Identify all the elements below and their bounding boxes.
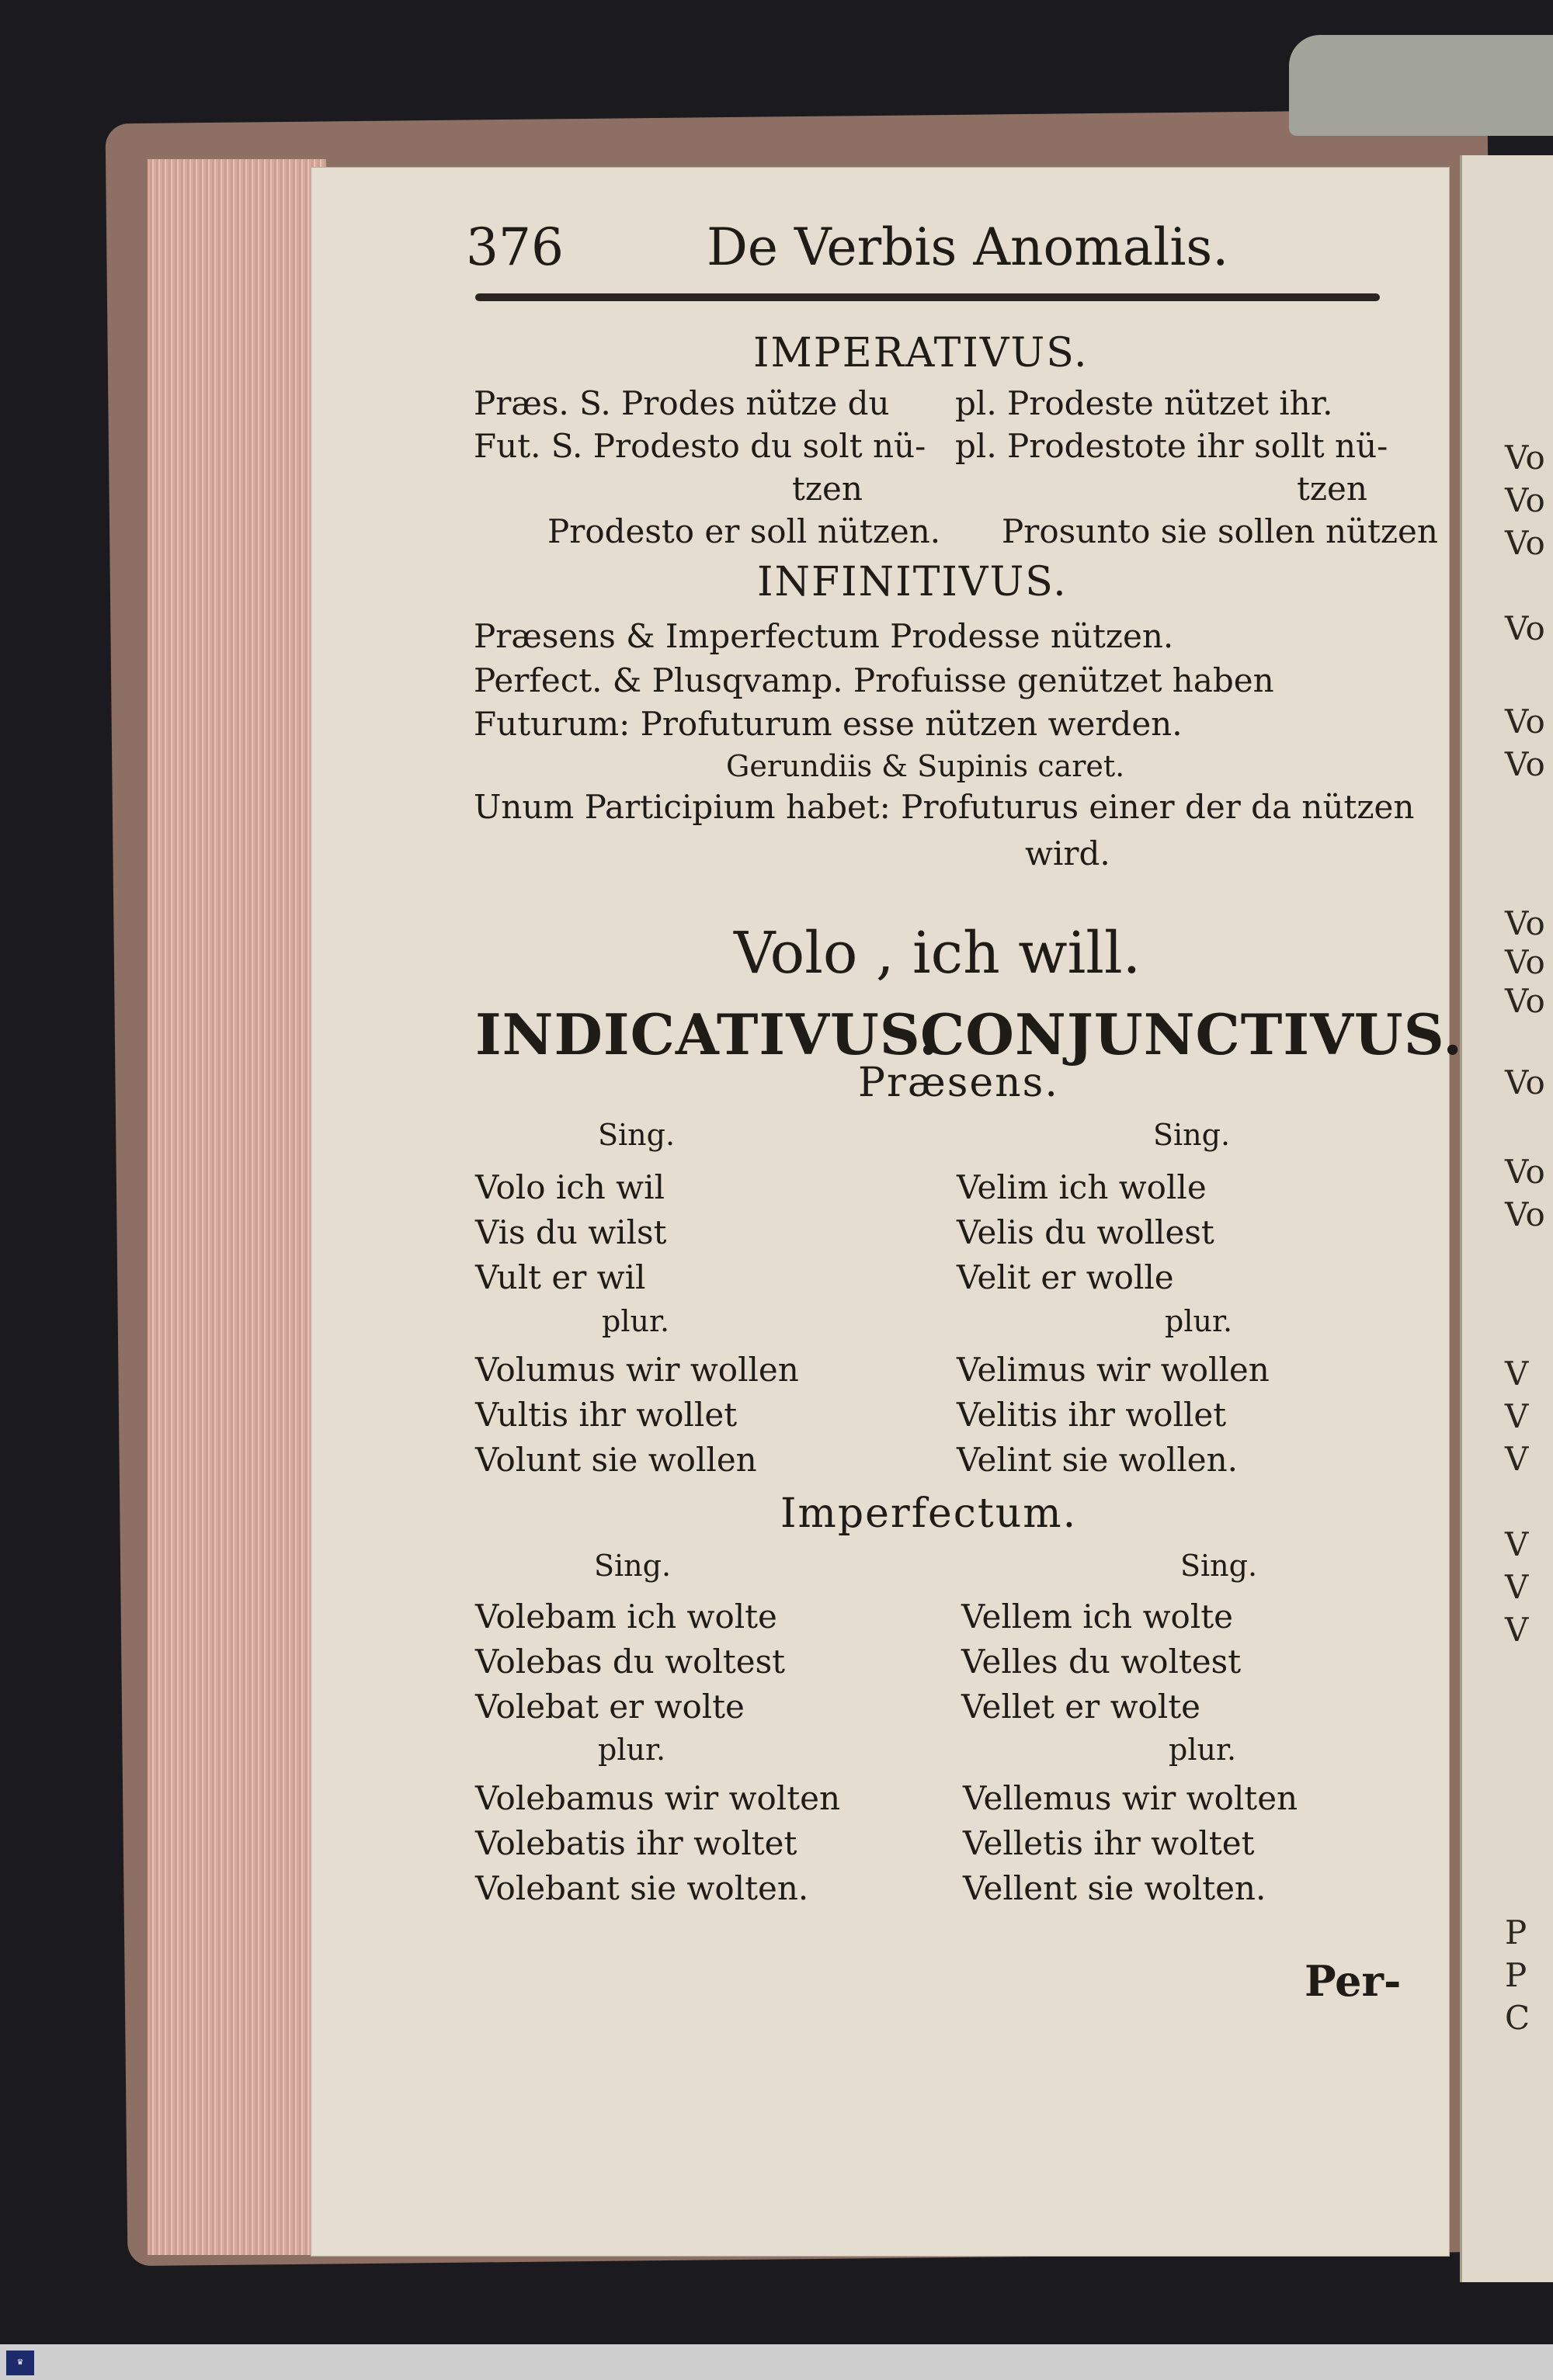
indicative-form: Volumus wir wollen	[475, 1351, 799, 1389]
left-page	[311, 167, 1450, 2257]
page-edges	[148, 159, 326, 2255]
catchword: Per-	[1305, 1956, 1402, 2006]
plur-label: plur.	[1169, 1733, 1237, 1767]
plur-label: plur.	[1165, 1304, 1233, 1338]
library-logo: ♛	[6, 2351, 34, 2375]
right-page-text: Vo	[1505, 481, 1545, 519]
imperativus-left-line: tzen	[792, 470, 863, 508]
header-rule	[475, 293, 1380, 301]
infinitivus-line: Perfect. & Plusqvamp. Profuisse genützet haben	[474, 661, 1274, 699]
imperativus-left-line: Fut. S. Prodesto du solt nü-	[474, 427, 926, 465]
conjunctive-form: Velint sie wollen.	[957, 1441, 1239, 1479]
indicative-form: Volebamus wir wolten	[475, 1779, 841, 1817]
right-page-text: Vo	[1505, 982, 1545, 1020]
conjunctive-form: Velles du woltest	[961, 1643, 1242, 1681]
sing-label: Sing.	[1153, 1118, 1231, 1152]
right-page-text: Vo	[1505, 439, 1545, 477]
right-page-text: Vo	[1505, 1153, 1545, 1191]
imperativus-heading: IMPERATIVUS.	[753, 330, 1089, 376]
right-page-text: Vo	[1505, 943, 1545, 981]
sing-label: Sing.	[594, 1549, 672, 1583]
indicative-form: Volebat er wolte	[475, 1688, 745, 1726]
imperfectum-heading: Imperfectum.	[780, 1490, 1078, 1537]
right-page-text: V	[1505, 1525, 1529, 1563]
viewer-footer-bar	[0, 2344, 1553, 2380]
infinitivus-line: Gerundiis & Supinis caret.	[726, 749, 1125, 783]
imperativus-right-line: Prosunto sie sollen nützen	[1002, 512, 1438, 550]
infinitivus-line: Futurum: Profuturum esse nützen werden.	[474, 705, 1183, 743]
conjunctive-form: Vellent sie wolten.	[963, 1869, 1266, 1907]
praesens-heading: Præsens.	[858, 1060, 1059, 1106]
right-page-text: V	[1505, 1397, 1529, 1435]
indicative-form: Volebant sie wolten.	[475, 1869, 809, 1907]
conjunctive-form: Velimus wir wollen	[957, 1351, 1270, 1389]
imperativus-right-line: pl. Prodestote ihr sollt nü-	[955, 427, 1388, 465]
indicative-form: Vult er wil	[475, 1258, 646, 1296]
right-page-text: Vo	[1505, 609, 1545, 647]
sing-label: Sing.	[1180, 1549, 1258, 1583]
conjunctivus-heading: CONJUNCTIVUS.	[920, 1001, 1464, 1067]
conjunctive-form: Vellemus wir wolten	[963, 1779, 1298, 1817]
infinitivus-heading: INFINITIVUS.	[757, 559, 1068, 605]
indicative-form: Vis du wilst	[475, 1213, 667, 1251]
imperativus-right-line: pl. Prodeste nützet ihr.	[955, 384, 1333, 422]
indicativus-heading: INDICATIVUS.	[475, 1001, 940, 1067]
right-page-text: V	[1505, 1355, 1529, 1393]
right-page-text: Vo	[1505, 745, 1545, 783]
imperativus-right-line: tzen	[1297, 470, 1367, 508]
conjunctive-form: Velim ich wolle	[957, 1168, 1207, 1206]
conjunctive-form: Vellet er wolte	[961, 1688, 1200, 1726]
plur-label: plur.	[602, 1304, 670, 1338]
right-page-text: V	[1505, 1440, 1529, 1478]
indicative-form: Volo ich wil	[475, 1168, 665, 1206]
indicative-form: Volebatis ihr woltet	[475, 1824, 797, 1862]
conjunctive-form: Velis du wollest	[957, 1213, 1214, 1251]
infinitivus-line: Præsens & Imperfectum Prodesse nützen.	[474, 617, 1174, 655]
right-page-text: C	[1505, 1999, 1530, 2037]
right-page-text: V	[1505, 1568, 1529, 1606]
right-page-text: Vo	[1505, 1063, 1545, 1102]
sing-label: Sing.	[598, 1118, 676, 1152]
right-page-text: P	[1505, 1913, 1527, 1952]
running-title: De Verbis Anomalis.	[707, 217, 1229, 277]
indicative-form: Vultis ihr wollet	[475, 1396, 738, 1434]
indicative-form: Volebam ich wolte	[475, 1598, 777, 1636]
plur-label: plur.	[598, 1733, 666, 1767]
right-page-text: Vo	[1505, 524, 1545, 562]
conjunctive-form: Velitis ihr wollet	[957, 1396, 1227, 1434]
indicative-form: Volunt sie wollen	[475, 1441, 757, 1479]
right-page-text: Vo	[1505, 703, 1545, 741]
conjunctive-form: Velletis ihr woltet	[963, 1824, 1255, 1862]
right-page-text: Vo	[1505, 1195, 1545, 1233]
conjunctive-form: Vellem ich wolte	[961, 1598, 1233, 1636]
conjunctive-form: Velit er wolle	[957, 1258, 1174, 1296]
infinitivus-line: Unum Participium habet: Profuturus einer der da nützen	[474, 788, 1415, 826]
imperativus-left-line: Præs. S. Prodes nütze du	[474, 384, 890, 422]
page-number: 376	[466, 217, 564, 277]
right-page-text: V	[1505, 1611, 1529, 1649]
infinitivus-line: wird.	[1025, 834, 1110, 873]
imperativus-left-line: Prodesto er soll nützen.	[547, 512, 941, 550]
verb-title: Volo , ich will.	[734, 920, 1141, 987]
right-page-text: Vo	[1505, 904, 1545, 942]
indicative-form: Volebas du woltest	[475, 1643, 785, 1681]
right-page-text: P	[1505, 1956, 1527, 1994]
bookmark-ribbon	[1289, 35, 1553, 136]
right-page-fragment	[1460, 155, 1553, 2282]
